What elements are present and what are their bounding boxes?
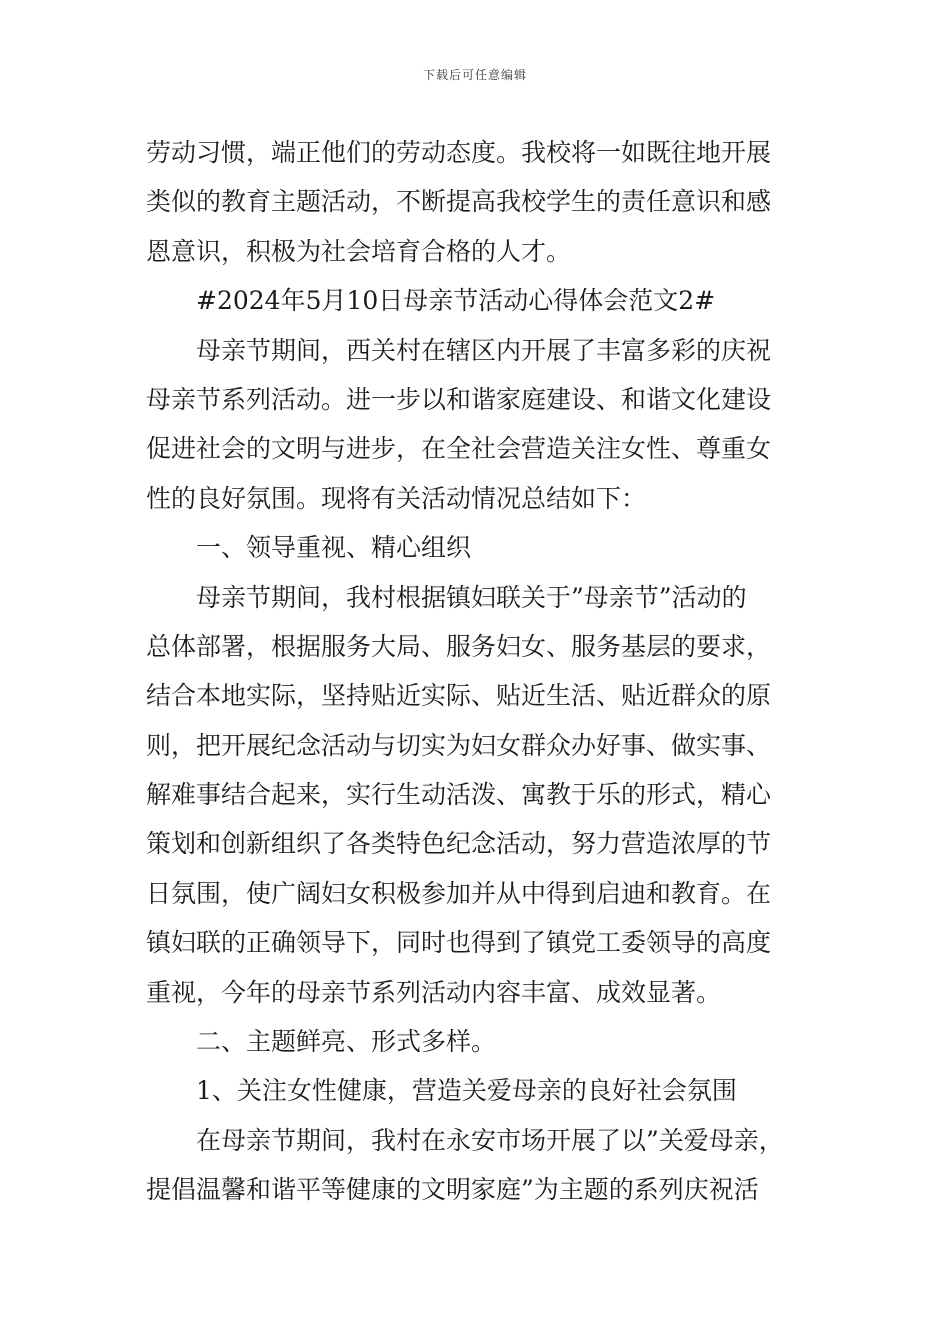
text-line: 结合本地实际，坚持贴近实际、贴近生活、贴近群众的原 [146,681,772,711]
text-line: 重视，今年的母亲节系列活动内容丰富、成效显著。 [146,977,722,1007]
text-line: 性的良好氛围。现将有关活动情况总结如下： [146,483,647,513]
text-line: 劳动习惯，端正他们的劳动态度。我校将一如既往地开展 [146,138,772,167]
text-line: 类似的教育主题活动，不断提高我校学生的责任意识和感 [146,187,772,217]
text-line: 镇妇联的正确领导下，同时也得到了镇党工委领导的高度 [146,928,772,958]
text-line: 促进社会的文明与进步，在全社会营造关注女性、尊重女 [146,434,772,464]
document-body [146,128,810,1215]
text-line: 母亲节系列活动。进一步以和谐家庭建设、和谐文化建设 [146,384,772,414]
text-line: 二、主题鲜亮、形式多样。 [196,1027,497,1057]
text-line: 提倡温馨和谐平等健康的文明家庭”为主题的系列庆祝活 [146,1175,759,1205]
text-line: 总体部署，根据服务大局、服务妇女、服务基层的要求， [146,631,772,661]
text-line: 恩意识，积极为社会培育合格的人才。 [146,236,572,266]
text-line: 日氛围，使广阔妇女积极参加并从中得到启迪和教育。在 [146,878,772,908]
text-line: 母亲节期间，我村根据镇妇联关于”母亲节”活动的 [196,582,747,612]
text-line: 一、领导重视、精心组织 [196,533,472,563]
text-line: #2024年5月10日母亲节活动心得体会范文2# [196,286,716,316]
page-header: 下载后可任意编辑 [422,68,527,82]
text-line: 解难事结合起来，实行生动活泼、寓教于乐的形式，精心 [146,780,772,810]
text-line: 母亲节期间，西关村在辖区内开展了丰富多彩的庆祝 [196,335,772,365]
text-line: 则，把开展纪念活动与切实为妇女群众办好事、做实事、 [146,730,772,760]
text-line: 1、关注女性健康，营造关爱母亲的良好社会氛围 [196,1076,737,1106]
text-line: 策划和创新组织了各类特色纪念活动，努力营造浓厚的节 [146,829,772,859]
text-line: 在母亲节期间，我村在永安市场开展了以”关爱母亲， [196,1125,784,1155]
